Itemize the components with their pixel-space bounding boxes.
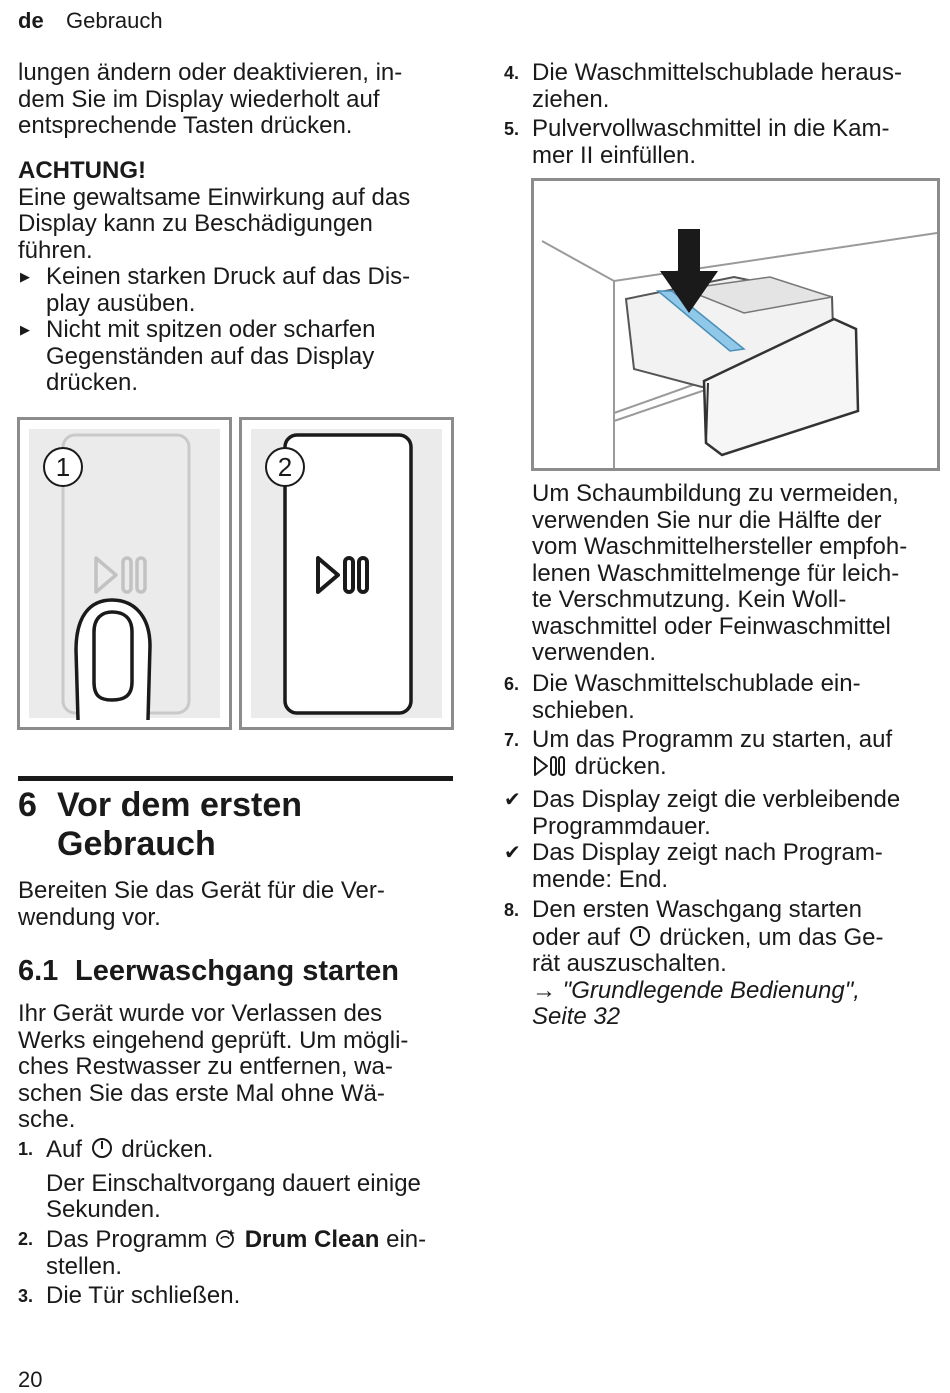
step-text: Auf [46,1136,83,1163]
step-text: ein- [386,1226,427,1253]
start-pause-icon [532,755,568,777]
intro-line: dem Sie im Display wiederholt auf [18,85,380,113]
step-text: oder auf [532,923,621,951]
step-number: 4. [504,63,520,83]
section-intro-line: Werks eingehend geprüft. Um mögli- [18,1026,409,1054]
step-text: drücken. [574,752,667,780]
step-text-line: Die Waschmittelschublade heraus- [532,59,902,86]
step-number: 2. [18,1229,34,1249]
note-line: lenen Waschmittelmenge für leich- [532,559,900,587]
step-2 [18,1226,458,1280]
step-6 [504,671,944,724]
result-1 [504,787,944,840]
step-text-line: Die Waschmittelschublade ein- [532,670,861,697]
note-line: Um Schaumbildung zu vermeiden, [532,480,899,507]
bullet-line: drücken. [46,369,139,396]
note-line: verwenden Sie nur die Hälfte der [532,506,882,534]
step-text-line: schieben. [532,696,635,724]
section-header: Gebrauch [66,8,163,33]
triangle-bullet-icon: ▶ [20,269,30,284]
result-line: Das Display zeigt nach Program- [532,839,883,866]
step-1 [18,1136,458,1224]
check-icon: ✔ [504,789,521,811]
detergent-note [532,481,944,667]
step-5 [504,116,944,169]
step-text-line: Pulvervollwaschmittel in die Kam- [532,115,890,142]
step-text-line: ziehen. [532,85,610,113]
figure-label-2: 2 [265,447,305,487]
check-icon: ✔ [504,842,521,864]
bullet-line: Keinen starken Druck auf das Dis- [46,263,411,290]
page-number: 20 [18,1367,43,1392]
chapter-intro-line: wendung vor. [18,903,161,931]
chapter-rule [18,776,453,781]
section-number: 6.1 [18,955,59,987]
start-pause-icon-faded [96,558,145,592]
chapter-number: 6 [18,786,37,824]
warning-title: ACHTUNG! [18,157,146,184]
warning-bullet [18,317,458,397]
step-text-line: mer II einfüllen. [532,141,697,169]
power-icon [627,924,653,948]
bullet-line: play ausüben. [46,289,196,317]
section-intro-line: Ihr Gerät wurde vor Verlassen des [18,1000,383,1027]
warning-line: führen. [18,236,93,264]
section-intro-line: schen Sie das erste Mal ohne Wä- [18,1079,385,1107]
step-text-line: Den ersten Waschgang starten [532,896,862,923]
warning-line: Eine gewaltsame Einwirkung auf das [18,183,411,211]
arrow-right-icon: → [532,976,556,1004]
result-2 [504,840,944,893]
power-icon [89,1136,115,1160]
warning-bullet-list [18,264,458,397]
step-note-line: Sekunden. [46,1196,161,1223]
figure-display-view [239,417,454,730]
warning-line: Display kann zu Beschädigungen [18,210,373,237]
chapter-title-line: Gebrauch [57,825,216,863]
section-intro [18,1001,458,1134]
warning-block [18,158,458,264]
step-text-line: stellen. [46,1252,123,1280]
chapter-title [57,786,302,864]
result-line: Das Display zeigt die verbleibende [532,786,901,813]
note-line: verwenden. [532,639,657,666]
triangle-bullet-icon: ▶ [20,322,30,337]
step-text: drücken, um das Ge- [659,923,884,951]
step-3 [18,1283,458,1310]
step-text: Das Programm [46,1226,208,1253]
step-7 [504,727,944,780]
note-line: vom Waschmittelhersteller empfoh- [532,533,908,560]
intro-line: lungen ändern oder deaktivieren, in- [18,59,403,86]
intro-text [18,60,458,140]
chapter-intro [18,878,458,931]
language-code: de [18,8,44,33]
result-line: Programmdauer. [532,812,711,840]
section-title: Leerwaschgang starten [75,955,399,987]
bullet-line: Nicht mit spitzen oder scharfen [46,316,376,343]
note-line: waschmittel oder Feinwaschmittel [532,612,891,640]
step-number: 1. [18,1139,34,1159]
step-text: drücken. [121,1136,214,1163]
step-note-line: Der Einschaltvorgang dauert einige [46,1169,421,1197]
section-intro-line: ches Restwasser zu entfernen, wa- [18,1053,393,1080]
figure-label-1: 1 [43,447,83,487]
result-line: mende: End. [532,865,669,893]
step-number: 5. [504,119,520,139]
step-number: 8. [504,900,520,920]
step-4 [504,60,944,113]
program-name: Drum Clean [244,1226,380,1253]
chapter-intro-line: Bereiten Sie das Gerät für die Ver- [18,877,385,904]
cross-reference-link[interactable] [532,978,944,1005]
chapter-title-line: Vor dem ersten [57,786,303,824]
bullet-line: Gegenständen auf das Display [46,342,375,370]
step-number: 3. [18,1286,34,1306]
figure-press-display [17,417,232,730]
step-text-line: rät auszuschalten. [532,950,727,977]
step-8 [504,897,944,1031]
drawer-illustration [534,181,937,468]
step-number: 6. [504,674,520,694]
step-number: 7. [504,730,520,750]
section-intro-line: sche. [18,1106,76,1133]
link-text: "Grundlegende Bedienung", [562,976,860,1004]
drum-clean-icon [214,1226,238,1250]
intro-line: entsprechende Tasten drücken. [18,112,353,139]
link-text-line[interactable]: Seite 32 [532,1003,621,1030]
warning-bullet [18,264,458,317]
note-line: te Verschmutzung. Kein Woll- [532,586,847,613]
step-text: Die Tür schließen. [46,1282,241,1309]
step-text-line: Um das Programm zu starten, auf [532,726,893,753]
figure-detergent-drawer [531,178,940,471]
